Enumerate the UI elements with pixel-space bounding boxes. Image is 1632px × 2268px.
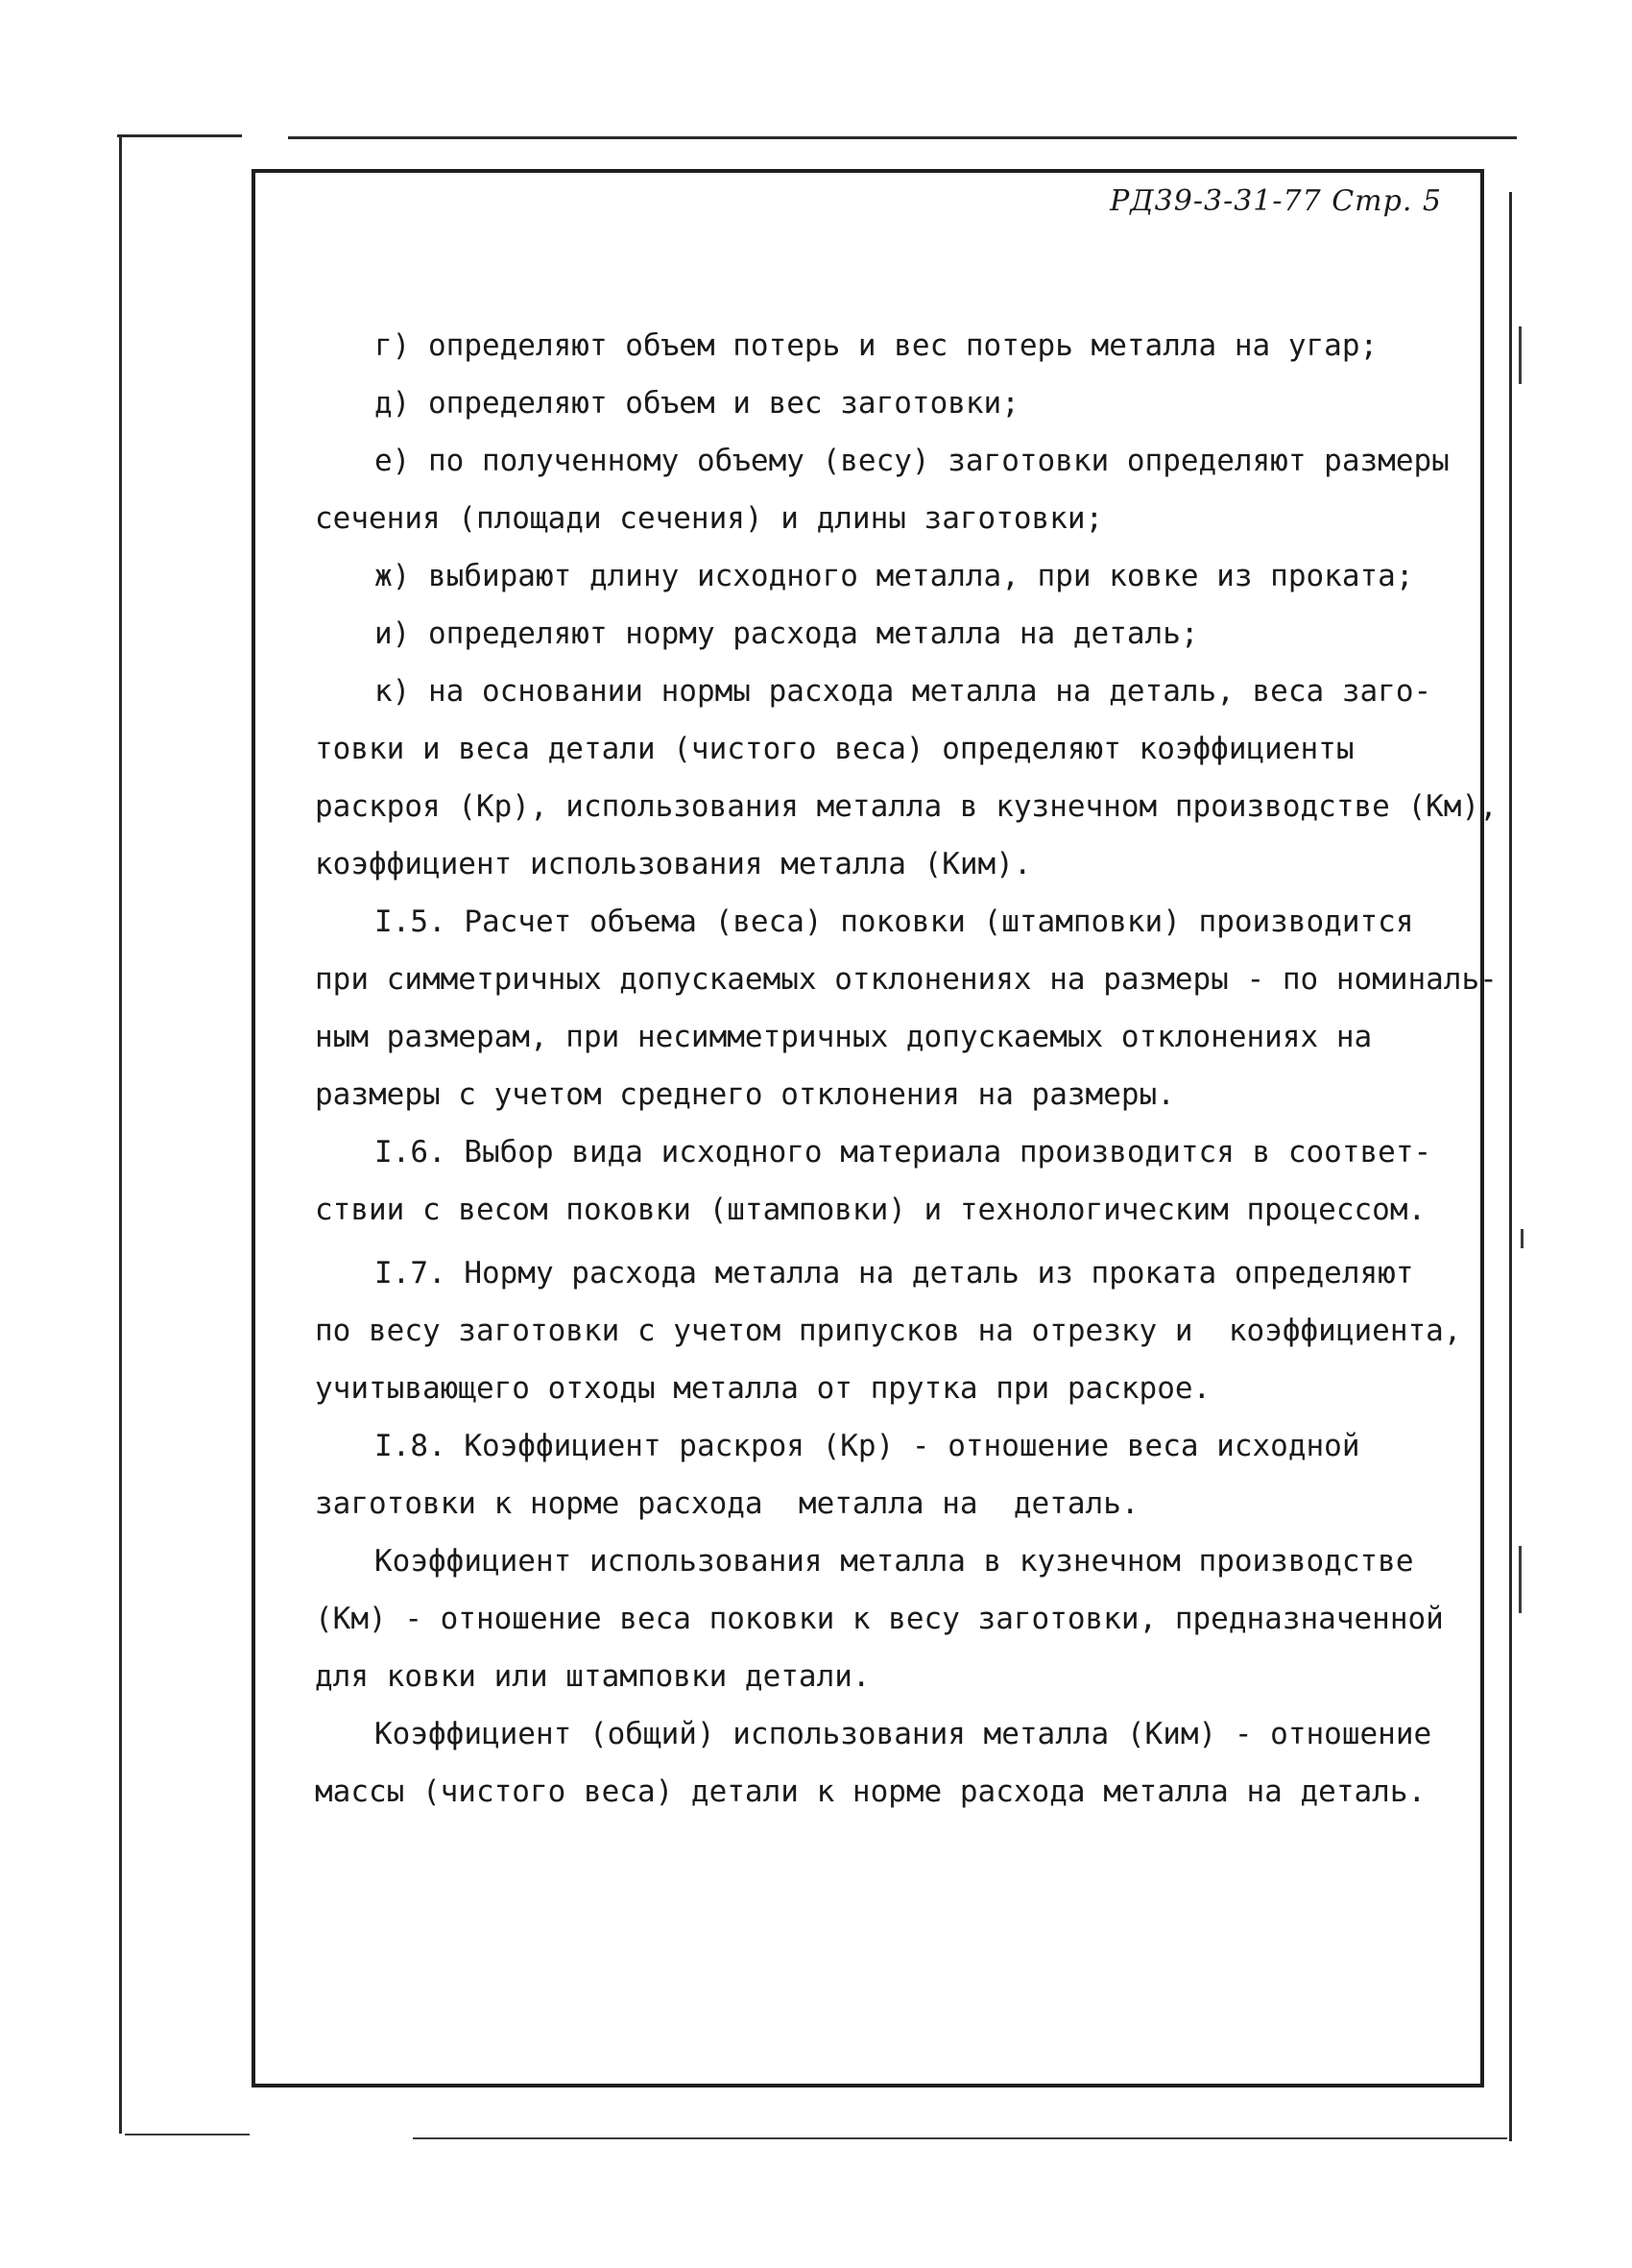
text-line: I.6. Выбор вида исходного материала производится в соответ- — [374, 1135, 1432, 1170]
page-code: РД39-3-31-77 Стр. 5 — [1110, 184, 1442, 218]
text-line: размеры с учетом среднего отклонения на размеры. — [315, 1077, 1175, 1112]
text-line: ным размерам, при несимметричных допускаемых отклонениях на — [315, 1020, 1373, 1054]
text-line: Коэффициент (общий) использования металла (Ким) - отношение — [374, 1717, 1432, 1751]
text-line: коэффициент использования металла (Ким). — [315, 847, 1032, 881]
text-line: ж) выбирают длину исходного металла, при ковке из проката; — [374, 559, 1414, 593]
text-line: сечения (площади сечения) и длины заготовки; — [315, 501, 1104, 536]
text-line: и) определяют норму расхода металла на деталь; — [374, 616, 1199, 651]
page-frame — [252, 169, 1498, 2087]
text-line: (Км) - отношение веса поковки к весу заготовки, предназначенной — [315, 1602, 1444, 1636]
scan-margin-mark — [1519, 1546, 1522, 1613]
scan-right-line — [1509, 192, 1512, 2141]
scan-left-line — [119, 134, 122, 2134]
scan-top-line — [117, 134, 242, 137]
text-line: I.5. Расчет объема (веса) поковки (штамповки) производится — [374, 905, 1414, 939]
text-line: е) по полученному объему (весу) заготовки определяют размеры — [374, 444, 1450, 478]
scan-top-line — [288, 136, 1517, 139]
text-line: ствии с весом поковки (штамповки) и технологическим процессом. — [315, 1193, 1427, 1227]
text-line: г) определяют объем потерь и вес потерь металла на угар; — [374, 328, 1379, 363]
text-line: Коэффициент использования металла в кузнечном производстве — [374, 1544, 1414, 1579]
text-line: при симметричных допускаемых отклонениях на размеры - по номиналь- — [315, 962, 1498, 997]
document-body — [315, 317, 1498, 1821]
scan-bottom-dash — [125, 2134, 250, 2135]
text-line: раскроя (Кр), использования металла в кузнечном производстве (Км), — [315, 789, 1498, 824]
scan-margin-mark — [1521, 1229, 1524, 1248]
scan-bottom-dash — [413, 2137, 1507, 2139]
text-line: товки и веса детали (чистого веса) определяют коэффициенты — [315, 732, 1355, 766]
text-line: учитывающего отходы металла от прутка при раскрое. — [315, 1371, 1212, 1406]
text-line: для ковки или штамповки детали. — [315, 1659, 871, 1694]
text-line: I.7. Норму расхода металла на деталь из проката определяют — [374, 1256, 1414, 1291]
text-line: I.8. Коэффициент раскроя (Кр) - отношение веса исходной — [374, 1429, 1360, 1463]
text-line: к) на основании нормы расхода металла на деталь, веса заго- — [374, 674, 1432, 709]
text-line: д) определяют объем и вес заготовки; — [374, 386, 1020, 421]
text-line: по весу заготовки с учетом припусков на отрезку и коэффициента, — [315, 1314, 1462, 1348]
text-line: заготовки к норме расхода металла на деталь. — [315, 1486, 1140, 1521]
scan-margin-mark — [1519, 326, 1522, 384]
text-line: массы (чистого веса) детали к норме расхода металла на деталь. — [315, 1774, 1427, 1809]
